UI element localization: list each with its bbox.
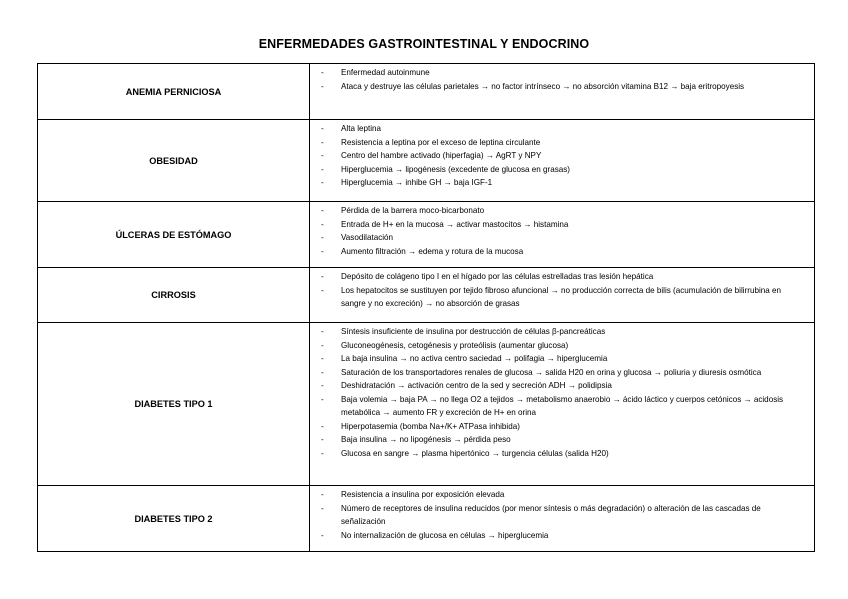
table-row xyxy=(38,268,815,323)
list-item: - Resistencia a leptina por el exceso de leptina circulante xyxy=(316,136,804,150)
bullet-list xyxy=(316,270,804,311)
bullet-list xyxy=(316,66,804,93)
list-item: - Baja insulina → no lipogénesis → pérdida peso xyxy=(316,433,804,447)
list-item: - Hiperglucemia → inhibe GH → baja IGF-1 xyxy=(316,176,804,190)
disease-description xyxy=(310,268,815,323)
disease-name: DIABETES TIPO 2 xyxy=(38,486,310,552)
list-item: - Vasodilatación xyxy=(316,231,804,245)
list-item: - No internalización de glucosa en células → hiperglucemia xyxy=(316,529,804,543)
disease-name: CIRROSIS xyxy=(38,268,310,323)
table-row xyxy=(38,64,815,120)
disease-description xyxy=(310,202,815,268)
list-item: - Depósito de colágeno tipo I en el hígado por las células estrelladas tras lesión hepática xyxy=(316,270,804,284)
list-item: - Baja volemia → baja PA → no llega O2 a tejidos → metabolismo anaerobio → ácido láctico y cuerpos cetónicos → acidosis metabólica → aumento FR y excreción de H+ en orina xyxy=(316,393,804,420)
disease-description xyxy=(310,64,815,120)
list-item: - Gluconeogénesis, cetogénesis y proteólisis (aumentar glucosa) xyxy=(316,339,804,353)
list-item: - La baja insulina → no activa centro saciedad → polifagia → hiperglucemia xyxy=(316,352,804,366)
list-item: - Entrada de H+ en la mucosa → activar mastocitos → histamina xyxy=(316,218,804,232)
list-item: - Alta leptina xyxy=(316,122,804,136)
table-row xyxy=(38,202,815,268)
table-row xyxy=(38,323,815,486)
table-row xyxy=(38,486,815,552)
disease-name: OBESIDAD xyxy=(38,120,310,202)
disease-description xyxy=(310,323,815,486)
list-item: - Saturación de los transportadores renales de glucosa → salida H20 en orina y glucosa → poliuria y diuresis osmótica xyxy=(316,366,804,380)
list-item: - Enfermedad autoinmune xyxy=(316,66,804,80)
list-item: - Número de receptores de insulina reducidos (por menor síntesis o más degradación) o alteración de las cascadas de señalización xyxy=(316,502,804,529)
page-title: ENFERMEDADES GASTROINTESTINAL Y ENDOCRINO xyxy=(258,37,590,51)
disease-name: ANEMIA PERNICIOSA xyxy=(38,64,310,120)
list-item: - Glucosa en sangre → plasma hipertónico → turgencia células (salida H20) xyxy=(316,447,804,461)
list-item: - Deshidratación → activación centro de la sed y secreción ADH → polidipsia xyxy=(316,379,804,393)
bullet-list xyxy=(316,325,804,460)
disease-description xyxy=(310,120,815,202)
bullet-list xyxy=(316,204,804,258)
disease-name: DIABETES TIPO 1 xyxy=(38,323,310,486)
bullet-list xyxy=(316,488,804,542)
list-item: - Resistencia a insulina por exposición elevada xyxy=(316,488,804,502)
list-item: - Síntesis insuficiente de insulina por destrucción de células β-pancreáticas xyxy=(316,325,804,339)
list-item: - Pérdida de la barrera moco-bicarbonato xyxy=(316,204,804,218)
disease-name: ÚLCERAS DE ESTÓMAGO xyxy=(38,202,310,268)
list-item: - Ataca y destruye las células parietales → no factor intrínseco → no absorción vitamina B12 → baja eritropoyesis xyxy=(316,80,804,94)
disease-table xyxy=(37,63,815,552)
list-item: - Los hepatocitos se sustituyen por tejido fibroso afuncional → no producción correcta de bilis (acumulación de bilirrubina en sangre y no excreción) → no absorción de grasas xyxy=(316,284,804,311)
table-row xyxy=(38,120,815,202)
list-item: - Hiperpotasemia (bomba Na+/K+ ATPasa inhibida) xyxy=(316,420,804,434)
list-item: - Aumento filtración → edema y rotura de la mucosa xyxy=(316,245,804,259)
list-item: - Hiperglucemia → lipogénesis (excedente de glucosa en grasas) xyxy=(316,163,804,177)
list-item: - Centro del hambre activado (hiperfagia) → AgRT y NPY xyxy=(316,149,804,163)
disease-description xyxy=(310,486,815,552)
bullet-list xyxy=(316,122,804,190)
